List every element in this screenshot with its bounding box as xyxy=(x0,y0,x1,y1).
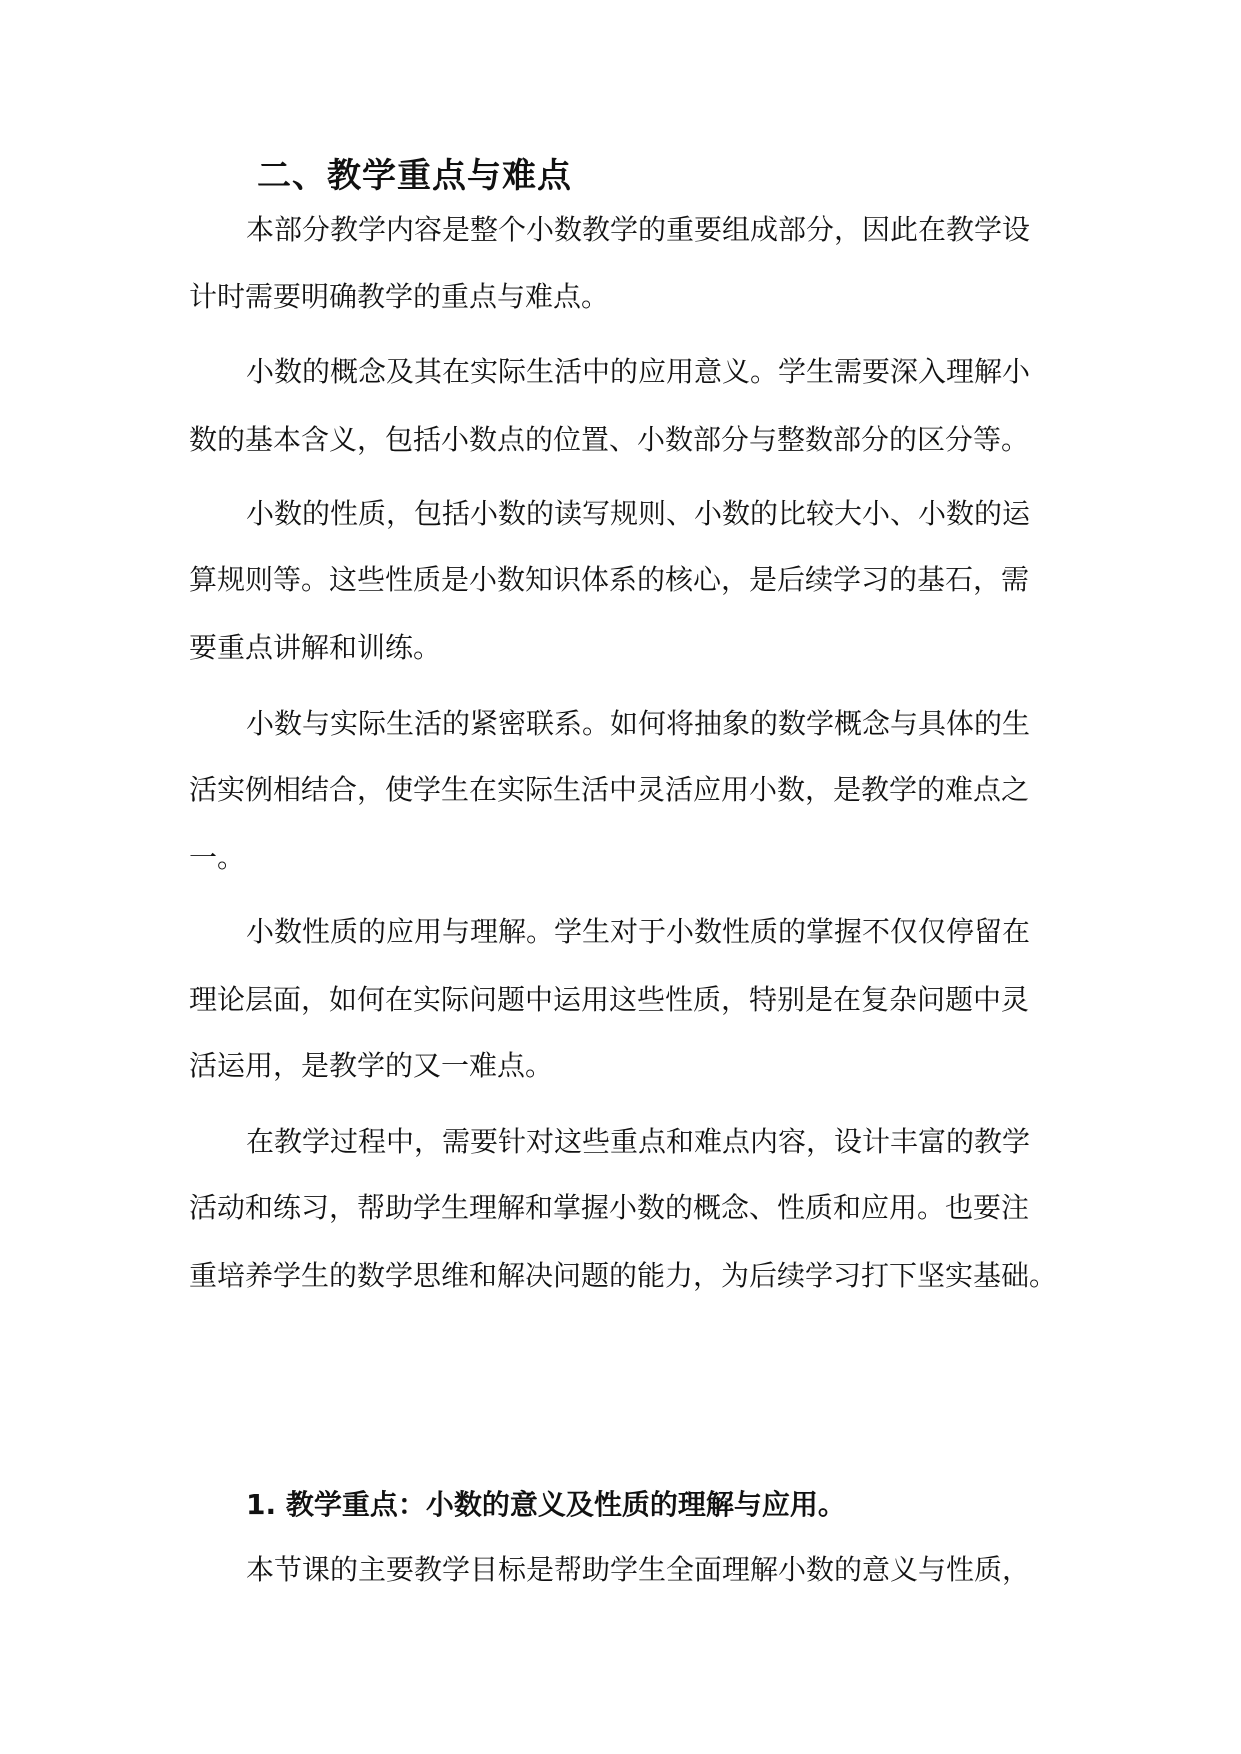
paragraph-line: 理论层面，如何在实际问题中运用这些性质，特别是在复杂问题中灵 xyxy=(189,983,1030,1016)
paragraph-line: 重培养学生的数学思维和解决问题的能力，为后续学习打下坚实基础。 xyxy=(189,1259,1058,1292)
paragraph-line: 要重点讲解和训练。 xyxy=(189,631,442,664)
paragraph-line: 小数的概念及其在实际生活中的应用意义。学生需要深入理解小 xyxy=(246,355,1031,388)
paragraph-line: 活实例相结合，使学生在实际生活中灵活应用小数，是教学的难点之 xyxy=(189,773,1030,806)
paragraph-line: 计时需要明确教学的重点与难点。 xyxy=(189,280,610,313)
paragraph-line: 本节课的主要教学目标是帮助学生全面理解小数的意义与性质， xyxy=(246,1553,1031,1586)
paragraph-line: 本部分教学内容是整个小数教学的重要组成部分，因此在教学设 xyxy=(246,213,1031,246)
paragraph-line: 活运用，是教学的又一难点。 xyxy=(189,1049,554,1082)
paragraph-line: 一。 xyxy=(189,841,246,874)
paragraph-line: 数的基本含义，包括小数点的位置、小数部分与整数部分的区分等。 xyxy=(189,423,1030,456)
paragraph-line: 小数的性质，包括小数的读写规则、小数的比较大小、小数的运 xyxy=(246,497,1031,530)
section-heading: 二、教学重点与难点 xyxy=(257,156,572,196)
paragraph-line: 在教学过程中，需要针对这些重点和难点内容，设计丰富的教学 xyxy=(246,1125,1031,1158)
paragraph-line: 算规则等。这些性质是小数知识体系的核心，是后续学习的基石，需 xyxy=(189,563,1030,596)
subsection-heading: 1. 教学重点：小数的意义及性质的理解与应用。 xyxy=(246,1488,846,1521)
paragraph-line: 小数与实际生活的紧密联系。如何将抽象的数学概念与具体的生 xyxy=(246,707,1031,740)
paragraph-line: 小数性质的应用与理解。学生对于小数性质的掌握不仅仅停留在 xyxy=(246,915,1031,948)
paragraph-line: 活动和练习，帮助学生理解和掌握小数的概念、性质和应用。也要注 xyxy=(189,1191,1030,1224)
